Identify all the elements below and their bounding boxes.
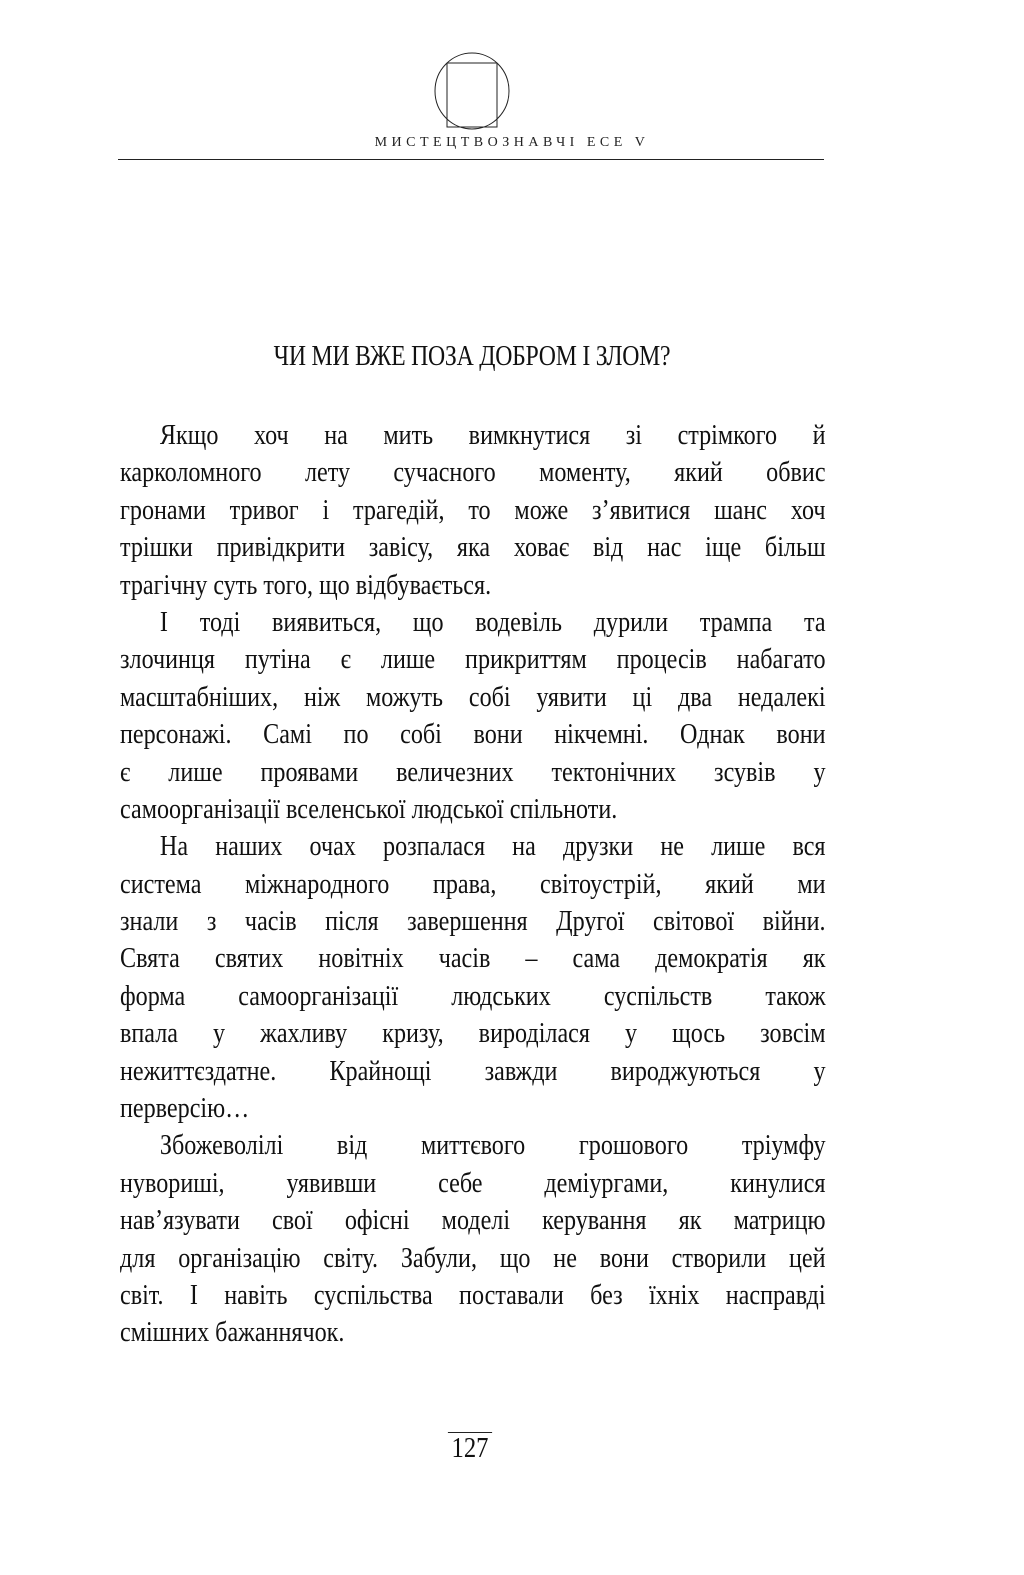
text-line: система міжнародного права, світоустрій, який ми <box>120 867 826 900</box>
text-line: карколомного лету сучасного моменту, який обвис <box>120 456 826 489</box>
paragraph <box>120 1127 826 1351</box>
paragraph <box>120 828 826 1127</box>
text-line: для організацію світу. Забули, що не вони створили цей <box>120 1241 826 1274</box>
chapter-title: ЧИ МИ ВЖЕ ПОЗА ДОБРОМ І ЗЛОМ? <box>273 340 671 372</box>
paragraph <box>120 604 826 828</box>
text-line: масштабніших, ніж можуть собі уявити ці два недалекі <box>120 680 826 713</box>
text-line: Збожеволілі від миттєвого грошового тріумфу <box>159 1129 826 1162</box>
text-line: трішки привідкрити завісу, яка ховає від нас іще більш <box>120 531 826 564</box>
text-line: світ. І навіть суспільства поставали без їхніх насправді <box>120 1278 826 1311</box>
paragraph <box>120 417 826 604</box>
text-line: гронами тривог і трагедій, то може з’явитися шанс хоч <box>120 493 826 526</box>
running-head: МИСТЕЦТВОЗНАВЧІ ЕСЕ V <box>374 135 650 150</box>
text-line: знали з часів після завершення Другої світової війни. <box>120 905 826 938</box>
text-line: нувориші, уявивши себе деміургами, кинулися <box>120 1166 826 1199</box>
text-line: смішних бажаннячок. <box>120 1316 345 1349</box>
header-rule <box>118 159 824 160</box>
text-line: злочинця путіна є лише прикриттям процесів набагато <box>120 643 826 676</box>
text-line: На наших очах розпалася на друзки не лише вся <box>159 830 826 863</box>
text-line: І тоді виявиться, що водевіль дурили трампа та <box>159 605 826 638</box>
text-line: Свята святих новітніх часів – сама демократія як <box>120 942 826 975</box>
text-line: нав’язувати свої офісні моделі керування як матрицю <box>120 1204 826 1237</box>
page-number: 127 <box>448 1432 492 1463</box>
text-line: форма самоорганізації людських суспільств також <box>120 979 826 1012</box>
text-line: є лише проявами величезних тектонічних зсувів у <box>120 755 826 788</box>
circle-square-emblem-icon <box>432 51 512 131</box>
body-text <box>120 417 826 1352</box>
text-line: впала у жахливу кризу, вироділася у щось зовсім <box>120 1017 826 1050</box>
text-line: перверсію… <box>120 1092 250 1125</box>
text-line: самоорганізації вселенської людської спільноти. <box>120 792 618 825</box>
text-line: Якщо хоч на мить вимкнутися зі стрімкого й <box>159 419 826 451</box>
text-line: персонажі. Самі по собі вони нікчемні. Однак вони <box>120 718 826 751</box>
text-line: нежиттєздатне. Крайнощі завжди вироджуються у <box>120 1054 826 1087</box>
text-line: трагічну суть того, що відбувається. <box>120 568 492 601</box>
